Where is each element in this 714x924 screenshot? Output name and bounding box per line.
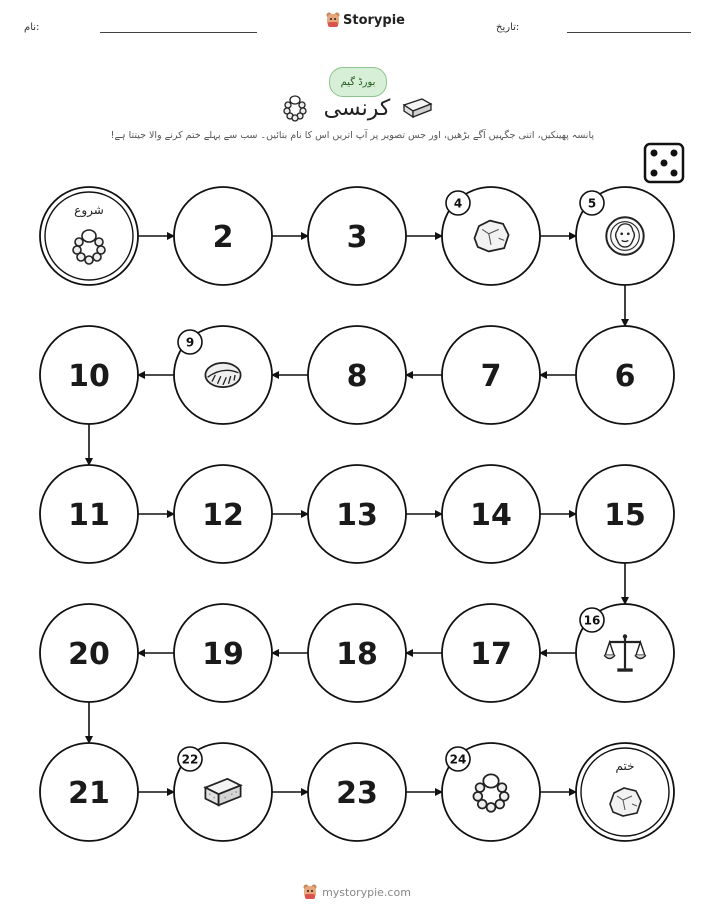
- footer-url[interactable]: mystorypie.com: [322, 885, 411, 899]
- board-space: [442, 187, 540, 285]
- board-space-end: [576, 743, 674, 841]
- space-number: 20: [68, 637, 110, 672]
- board-space: [174, 326, 272, 424]
- board-space: [576, 326, 674, 424]
- page-title: کرنسی: [323, 96, 391, 121]
- space-number: 8: [346, 359, 368, 394]
- space-number: 12: [202, 498, 244, 533]
- space-number: 3: [346, 220, 368, 255]
- board-space: [174, 465, 272, 563]
- start-label: شروع: [74, 203, 104, 217]
- space-number: 23: [336, 776, 378, 811]
- board-space: [442, 465, 540, 563]
- space-number: 15: [604, 498, 646, 533]
- board-space: [174, 187, 272, 285]
- space-number: 21: [68, 776, 110, 811]
- end-label: ختم: [615, 759, 635, 773]
- brand-name: Storypie: [343, 12, 405, 28]
- space-number: 18: [336, 637, 378, 672]
- space-number: 22: [181, 752, 199, 767]
- storypie-bear-icon: [303, 884, 317, 900]
- board-space: [576, 604, 674, 702]
- instructions-text: پانسہ پھینکیں، اتنی جگہیں آگے بڑھیں، اور جس تصویر پر آپ اتریں اس کا نام بتائیں۔ سب سے پہلے ختم کرنے والا جیتتا ہے!: [110, 130, 594, 141]
- footer: [0, 884, 714, 900]
- board-space: [174, 743, 272, 841]
- board-game-badge: بورڈ گیم: [329, 67, 387, 97]
- space-number: 2: [212, 220, 234, 255]
- board-space: [308, 326, 406, 424]
- board-space: [308, 465, 406, 563]
- board-space: [40, 326, 138, 424]
- space-number: 4: [453, 196, 463, 211]
- space-number: 6: [614, 359, 636, 394]
- space-number: 10: [68, 359, 110, 394]
- board-space: [576, 465, 674, 563]
- board-space: [174, 604, 272, 702]
- board-space: [40, 465, 138, 563]
- rock-icon: [610, 788, 641, 816]
- space-number: 19: [202, 637, 244, 672]
- space-number: 16: [583, 613, 601, 628]
- space-number: 24: [449, 752, 467, 767]
- space-number: 7: [480, 359, 502, 394]
- space-number: 9: [185, 335, 195, 350]
- rock-icon: [475, 221, 509, 252]
- board-space: [442, 326, 540, 424]
- board-space: [308, 187, 406, 285]
- board-space-start: [40, 187, 138, 285]
- space-number: 14: [470, 498, 512, 533]
- date-label: تاریخ:: [496, 22, 520, 33]
- cowrie-shell-icon: [205, 363, 240, 387]
- board-space: [442, 604, 540, 702]
- space-number: 5: [587, 196, 597, 211]
- board-space: [40, 604, 138, 702]
- space-number: 13: [336, 498, 378, 533]
- board-space: [576, 187, 674, 285]
- space-number: 17: [470, 637, 512, 672]
- board-space: [308, 743, 406, 841]
- board-space: [442, 743, 540, 841]
- name-label: نام:: [24, 22, 40, 33]
- board-space: [308, 604, 406, 702]
- lion-coin-icon: [606, 217, 643, 254]
- board-space: [40, 743, 138, 841]
- space-number: 11: [68, 498, 110, 533]
